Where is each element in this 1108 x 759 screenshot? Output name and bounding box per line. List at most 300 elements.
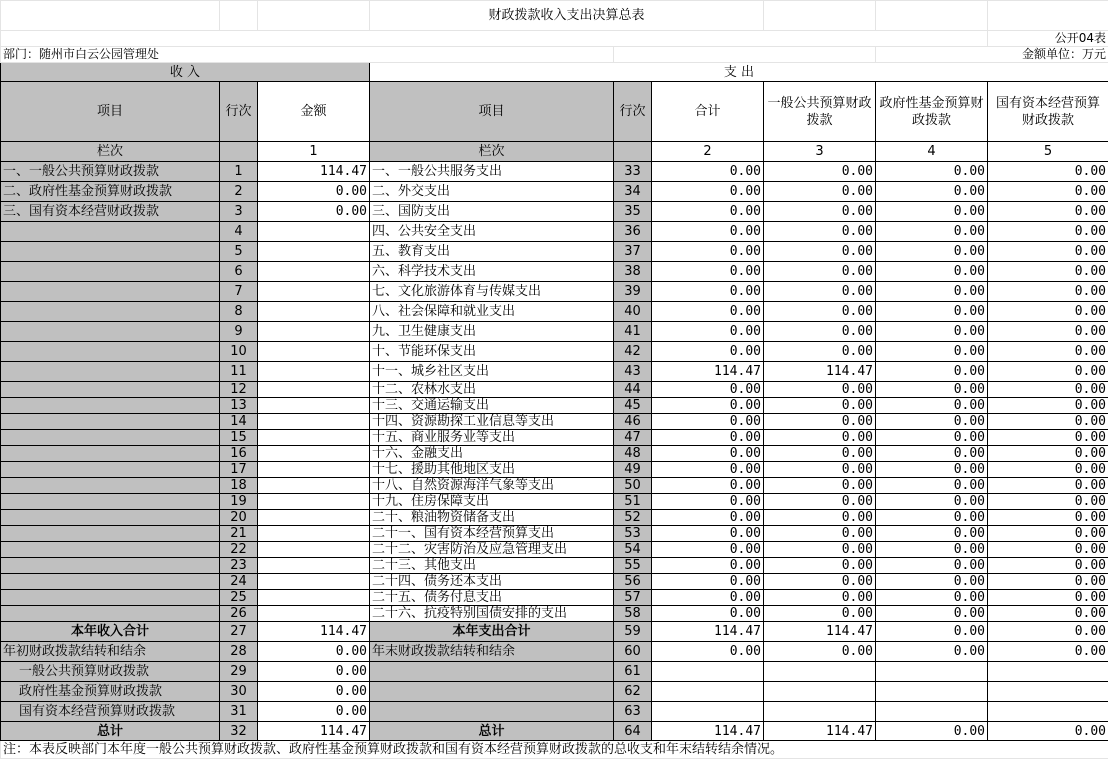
expense-total: 0.00 [652,322,764,342]
table-row [1,622,1108,642]
expense-gov-fund: 0.00 [876,462,988,478]
carry-income-row-no: 31 [220,702,258,722]
grand-total-income-amount: 114.47 [258,722,370,741]
expense-header: 支 出 [370,63,1108,82]
column-label: 栏次 [370,142,614,162]
expense-gov-fund: 0.00 [876,302,988,322]
table-row [1,574,1108,590]
expense-total: 0.00 [652,590,764,606]
expense-state-capital: 0.00 [988,606,1108,622]
expense-gov-fund: 0.00 [876,494,988,510]
table-row [1,722,1108,741]
table-row [1,430,1108,446]
carry-income-row-no: 29 [220,662,258,682]
grand-total-income-label: 总计 [1,722,220,741]
expense-state-capital: 0.00 [988,222,1108,242]
carry-income-amount: 0.00 [258,642,370,662]
expense-item: 七、文化旅游体育与传媒支出 [370,282,614,302]
expense-total: 0.00 [652,558,764,574]
expense-total-label: 本年支出合计 [370,622,614,642]
income-item: 一、一般公共预算财政拨款 [1,162,220,182]
income-row-no: 9 [220,322,258,342]
expense-item: 八、社会保障和就业支出 [370,302,614,322]
expense-row-no: 46 [614,414,652,430]
table-row [1,242,1108,262]
expense-gov-fund: 0.00 [876,478,988,494]
table-row [1,382,1108,398]
income-amount-header: 金额 [258,82,370,142]
expense-row-no: 34 [614,182,652,202]
expense-item: 十九、住房保障支出 [370,494,614,510]
expense-general: 0.00 [764,414,876,430]
expense-gov-fund: 0.00 [876,182,988,202]
table-row [1,262,1108,282]
income-row-no: 17 [220,462,258,478]
carry-expense-item [370,702,614,722]
income-amount [258,446,370,462]
carry-income-item: 政府性基金预算财政拨款 [1,682,220,702]
expense-state-capital: 0.00 [988,282,1108,302]
income-item [1,558,220,574]
income-row-no: 26 [220,606,258,622]
expense-item: 二十二、灾害防治及应急管理支出 [370,542,614,558]
carry-expense-total [652,682,764,702]
income-amount [258,342,370,362]
carry-expense-general: 0.00 [764,642,876,662]
table-row [1,478,1108,494]
table-row [1,446,1108,462]
table-row [1,494,1108,510]
income-item [1,382,220,398]
expense-gov-fund: 0.00 [876,430,988,446]
income-amount [258,282,370,302]
expense-gov-fund: 0.00 [876,510,988,526]
carry-income-amount: 0.00 [258,702,370,722]
expense-row-no: 43 [614,362,652,382]
expense-state-capital: 0.00 [988,382,1108,398]
expense-gov-fund: 0.00 [876,382,988,398]
carry-expense-row-no: 62 [614,682,652,702]
expense-state-capital: 0.00 [988,398,1108,414]
income-row-no: 22 [220,542,258,558]
income-row-no: 19 [220,494,258,510]
expense-gov-fund: 0.00 [876,162,988,182]
income-amount: 0.00 [258,202,370,222]
carry-expense-gov-fund [876,682,988,702]
expense-general: 114.47 [764,362,876,382]
carry-expense-gov-fund [876,702,988,722]
expense-row-no: 45 [614,398,652,414]
expense-total-state-capital: 0.00 [988,622,1108,642]
expense-item: 十一、城乡社区支出 [370,362,614,382]
grand-total-expense-label: 总计 [370,722,614,741]
expense-row-no: 47 [614,430,652,446]
carry-expense-general [764,682,876,702]
income-row-no: 5 [220,242,258,262]
income-row-no: 23 [220,558,258,574]
expense-item: 十七、援助其他地区支出 [370,462,614,478]
carry-expense-state-capital: 0.00 [988,642,1108,662]
expense-total-gov-fund: 0.00 [876,622,988,642]
expense-row-no: 57 [614,590,652,606]
income-amount [258,322,370,342]
table-row [1,662,1108,682]
carry-expense-gov-fund [876,662,988,682]
carry-income-row-no: 30 [220,682,258,702]
income-item [1,282,220,302]
expense-row-no: 40 [614,302,652,322]
expense-item: 二十六、抗疫特别国债安排的支出 [370,606,614,622]
expense-total: 0.00 [652,242,764,262]
expense-row-no: 42 [614,342,652,362]
table-row [1,462,1108,478]
income-amount: 0.00 [258,182,370,202]
grand-total-gov-fund: 0.00 [876,722,988,741]
expense-total: 0.00 [652,282,764,302]
gov-fund-header: 政府性基金预算财政拨款 [876,82,988,142]
expense-row-no: 35 [614,202,652,222]
income-amount [258,430,370,446]
expense-state-capital: 0.00 [988,262,1108,282]
income-row-no: 3 [220,202,258,222]
carry-expense-total [652,702,764,722]
expense-item: 二十三、其他支出 [370,558,614,574]
expense-row-no: 33 [614,162,652,182]
expense-item: 十、节能环保支出 [370,342,614,362]
table-row [1,642,1108,662]
income-item [1,342,220,362]
carry-expense-state-capital [988,662,1108,682]
carry-expense-row-no: 60 [614,642,652,662]
income-row-no: 21 [220,526,258,542]
expense-row-no-header: 行次 [614,82,652,142]
table-row [1,741,1108,759]
expense-item: 四、公共安全支出 [370,222,614,242]
table-row [1,414,1108,430]
expense-item: 二、外交支出 [370,182,614,202]
income-row-no: 24 [220,574,258,590]
income-amount [258,462,370,478]
income-item [1,398,220,414]
income-row-no: 7 [220,282,258,302]
expense-total: 0.00 [652,526,764,542]
expense-total: 0.00 [652,542,764,558]
income-row-no: 4 [220,222,258,242]
expense-general: 0.00 [764,262,876,282]
expense-state-capital: 0.00 [988,542,1108,558]
expense-state-capital: 0.00 [988,526,1108,542]
income-amount [258,414,370,430]
expense-gov-fund: 0.00 [876,414,988,430]
column-number: 4 [876,142,988,162]
expense-general: 0.00 [764,478,876,494]
expense-total: 0.00 [652,446,764,462]
expense-general: 0.00 [764,430,876,446]
income-item [1,542,220,558]
table-row [1,558,1108,574]
expense-item: 九、卫生健康支出 [370,322,614,342]
expense-general: 0.00 [764,322,876,342]
carry-expense-general [764,662,876,682]
income-row-no: 8 [220,302,258,322]
table-row [1,590,1108,606]
expense-state-capital: 0.00 [988,302,1108,322]
grand-total-income-row-no: 32 [220,722,258,741]
income-item [1,262,220,282]
expense-state-capital: 0.00 [988,494,1108,510]
income-amount [258,242,370,262]
expense-total: 114.47 [652,362,764,382]
expense-general: 0.00 [764,222,876,242]
income-item [1,362,220,382]
expense-general: 0.00 [764,242,876,262]
income-item [1,590,220,606]
table-row [1,342,1108,362]
income-amount [258,222,370,242]
expense-gov-fund: 0.00 [876,574,988,590]
income-row-no: 10 [220,342,258,362]
expense-general: 0.00 [764,590,876,606]
expense-state-capital: 0.00 [988,430,1108,446]
expense-gov-fund: 0.00 [876,222,988,242]
expense-row-no: 38 [614,262,652,282]
expense-general: 0.00 [764,182,876,202]
table-row [1,222,1108,242]
income-row-no: 14 [220,414,258,430]
expense-state-capital: 0.00 [988,462,1108,478]
income-total-label: 本年收入合计 [1,622,220,642]
unit-label: 金额单位：万元 [876,47,1108,63]
expense-row-no: 56 [614,574,652,590]
expense-row-no: 39 [614,282,652,302]
grand-total-expense-row-no: 64 [614,722,652,741]
expense-total: 0.00 [652,494,764,510]
expense-state-capital: 0.00 [988,590,1108,606]
expense-gov-fund: 0.00 [876,590,988,606]
expense-state-capital: 0.00 [988,182,1108,202]
expense-state-capital: 0.00 [988,242,1108,262]
carry-income-item: 年初财政拨款结转和结余 [1,642,220,662]
income-item [1,478,220,494]
page-title: 财政拨款收入支出决算总表 [370,1,764,31]
carry-income-item: 一般公共预算财政拨款 [1,662,220,682]
expense-state-capital: 0.00 [988,362,1108,382]
expense-general: 0.00 [764,382,876,398]
expense-row-no: 58 [614,606,652,622]
expense-item: 二十五、债务付息支出 [370,590,614,606]
carry-expense-row-no: 63 [614,702,652,722]
table-row [1,302,1108,322]
income-amount [258,398,370,414]
income-amount [258,362,370,382]
expense-item: 十二、农林水支出 [370,382,614,398]
expense-total: 0.00 [652,222,764,242]
expense-total: 0.00 [652,510,764,526]
expense-total: 0.00 [652,478,764,494]
expense-row-no: 48 [614,446,652,462]
expense-gov-fund: 0.00 [876,282,988,302]
expense-row-no: 37 [614,242,652,262]
carry-expense-general [764,702,876,722]
expense-state-capital: 0.00 [988,574,1108,590]
expense-item-header: 项目 [370,82,614,142]
state-capital-header: 国有资本经营预算财政拨款 [988,82,1108,142]
income-total-amount: 114.47 [258,622,370,642]
income-row-no: 15 [220,430,258,446]
expense-total: 0.00 [652,262,764,282]
footnote: 注：本表反映部门本年度一般公共预算财政拨款、政府性基金预算财政拨款和国有资本经营预算财政拨款的总收支和年末结转结余情况。 [1,741,1108,759]
carry-expense-total [652,662,764,682]
expense-general: 0.00 [764,494,876,510]
carry-expense-row-no: 61 [614,662,652,682]
income-amount [258,478,370,494]
carry-income-row-no: 28 [220,642,258,662]
expense-row-no: 51 [614,494,652,510]
carry-income-item: 国有资本经营预算财政拨款 [1,702,220,722]
income-amount [258,510,370,526]
carry-expense-item: 年末财政拨款结转和结余 [370,642,614,662]
income-item-header: 项目 [1,82,220,142]
table-row [1,202,1108,222]
income-row-no: 13 [220,398,258,414]
expense-row-no: 49 [614,462,652,478]
income-item [1,222,220,242]
expense-gov-fund: 0.00 [876,398,988,414]
expense-row-no: 36 [614,222,652,242]
table-row [1,182,1108,202]
income-row-no: 18 [220,478,258,494]
expense-state-capital: 0.00 [988,162,1108,182]
expense-row-no: 52 [614,510,652,526]
expense-gov-fund: 0.00 [876,262,988,282]
income-amount [258,526,370,542]
expense-state-capital: 0.00 [988,414,1108,430]
income-row-no: 20 [220,510,258,526]
expense-gov-fund: 0.00 [876,242,988,262]
expense-state-capital: 0.00 [988,478,1108,494]
table-row [1,702,1108,722]
carry-expense-item [370,682,614,702]
column-number: 1 [258,142,370,162]
income-amount [258,494,370,510]
expense-item: 三、国防支出 [370,202,614,222]
table-row [1,398,1108,414]
table-row [1,542,1108,558]
expense-total: 0.00 [652,606,764,622]
income-item [1,462,220,478]
expense-total: 0.00 [652,414,764,430]
expense-total: 0.00 [652,302,764,322]
expense-item: 五、教育支出 [370,242,614,262]
income-row-no: 11 [220,362,258,382]
expense-state-capital: 0.00 [988,558,1108,574]
expense-general: 0.00 [764,342,876,362]
expense-gov-fund: 0.00 [876,606,988,622]
expense-gov-fund: 0.00 [876,322,988,342]
income-item [1,606,220,622]
table-row [1,282,1108,302]
expense-general: 0.00 [764,162,876,182]
expense-general: 0.00 [764,446,876,462]
expense-total: 0.00 [652,382,764,398]
expense-total: 0.00 [652,342,764,362]
income-amount: 114.47 [258,162,370,182]
expense-gov-fund: 0.00 [876,446,988,462]
carry-income-amount: 0.00 [258,662,370,682]
income-item [1,322,220,342]
expense-total-general: 114.47 [764,622,876,642]
income-amount [258,606,370,622]
table-row [1,362,1108,382]
grand-total-state-capital: 0.00 [988,722,1108,741]
income-item [1,414,220,430]
income-row-no: 12 [220,382,258,398]
expense-item: 十八、自然资源海洋气象等支出 [370,478,614,494]
expense-gov-fund: 0.00 [876,526,988,542]
income-item [1,302,220,322]
income-item [1,242,220,262]
table-row [1,322,1108,342]
income-item [1,510,220,526]
expense-item: 二十一、国有资本经营预算支出 [370,526,614,542]
income-row-no: 25 [220,590,258,606]
income-row-no: 6 [220,262,258,282]
expense-item: 六、科学技术支出 [370,262,614,282]
carry-expense-state-capital [988,682,1108,702]
expense-state-capital: 0.00 [988,202,1108,222]
expense-state-capital: 0.00 [988,342,1108,362]
expense-gov-fund: 0.00 [876,202,988,222]
expense-total-header: 合计 [652,82,764,142]
expense-general: 0.00 [764,558,876,574]
income-amount [258,382,370,398]
income-row-no-header: 行次 [220,82,258,142]
expense-total: 0.00 [652,574,764,590]
income-amount [258,590,370,606]
expense-general: 0.00 [764,606,876,622]
expense-item: 二十、粮油物资储备支出 [370,510,614,526]
expense-row-no: 41 [614,322,652,342]
expense-general: 0.00 [764,282,876,302]
expense-total: 0.00 [652,462,764,478]
expense-gov-fund: 0.00 [876,362,988,382]
carry-expense-state-capital [988,702,1108,722]
table-row [1,510,1108,526]
general-budget-header: 一般公共预算财政拨款 [764,82,876,142]
table-row [1,606,1108,622]
income-amount [258,574,370,590]
expense-total: 0.00 [652,398,764,414]
expense-item: 十五、商业服务业等支出 [370,430,614,446]
column-number: 3 [764,142,876,162]
expense-general: 0.00 [764,462,876,478]
income-item [1,494,220,510]
income-item [1,574,220,590]
expense-total: 0.00 [652,202,764,222]
grand-total-general: 114.47 [764,722,876,741]
expense-gov-fund: 0.00 [876,342,988,362]
expense-row-no: 53 [614,526,652,542]
expense-general: 0.00 [764,202,876,222]
table-row [1,526,1108,542]
expense-state-capital: 0.00 [988,510,1108,526]
expense-general: 0.00 [764,542,876,558]
grand-total-total: 114.47 [652,722,764,741]
income-item: 二、政府性基金预算财政拨款 [1,182,220,202]
carry-expense-gov-fund: 0.00 [876,642,988,662]
income-header: 收 入 [1,63,370,82]
expense-row-no: 44 [614,382,652,398]
